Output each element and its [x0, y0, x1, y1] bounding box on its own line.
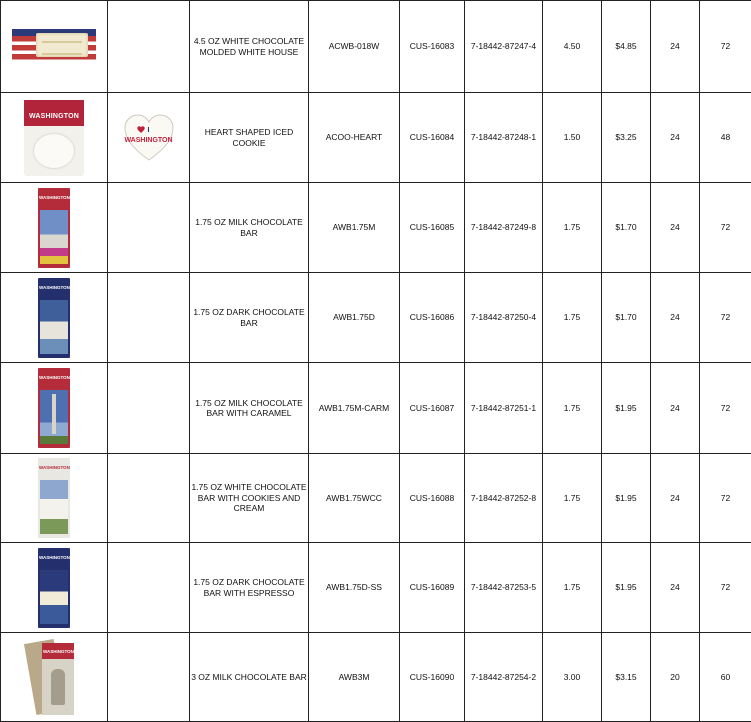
extra-image-cell	[108, 543, 190, 633]
cus-number-cell: CUS-16084	[400, 93, 465, 183]
table-row	[1, 363, 751, 454]
item-number-cell: AWB1.75D	[309, 273, 400, 363]
cus-number-cell: CUS-16088	[400, 454, 465, 543]
weight-cell: 1.50	[543, 93, 602, 183]
item-number-cell: AWB3M	[309, 633, 400, 722]
upc-cell: 7-18442-87248-1	[465, 93, 543, 183]
description-cell: 1.75 OZ WHITE CHOCOLATE BAR WITH COOKIES AND CREAM	[190, 454, 309, 543]
wrapper-label: WASHINGTON	[43, 649, 74, 654]
cookie-text-i: I	[147, 126, 150, 134]
product-image-cell	[1, 183, 108, 273]
pack-cell: 20	[651, 633, 700, 722]
cus-number-cell: CUS-16087	[400, 363, 465, 454]
pack-cell: 24	[651, 454, 700, 543]
case-qty-cell: 72	[700, 454, 751, 543]
description-cell: 1.75 OZ DARK CHOCOLATE BAR WITH ESPRESSO	[190, 543, 309, 633]
table-row	[1, 1, 751, 93]
item-number-cell: AWB1.75M	[309, 183, 400, 273]
caramel-chocolate-bar-monument-image	[38, 368, 70, 448]
weight-cell: 1.75	[543, 454, 602, 543]
case-qty-cell: 72	[700, 363, 751, 454]
table-row	[1, 454, 751, 543]
price-cell: $1.95	[602, 363, 651, 454]
description-cell: 1.75 OZ MILK CHOCOLATE BAR WITH CARAMEL	[190, 363, 309, 454]
price-cell: $3.15	[602, 633, 651, 722]
white-chocolate-white-house-image	[12, 29, 96, 65]
pack-cell: 24	[651, 93, 700, 183]
cus-number-cell: CUS-16089	[400, 543, 465, 633]
wrapper-label: WASHINGTON	[39, 465, 70, 470]
price-cell: $1.95	[602, 454, 651, 543]
item-number-cell: ACOO-HEART	[309, 93, 400, 183]
weight-cell: 3.00	[543, 633, 602, 722]
cus-number-cell: CUS-16085	[400, 183, 465, 273]
product-image-cell	[1, 93, 108, 183]
dark-chocolate-bar-jefferson-image	[38, 278, 70, 358]
extra-image-cell	[108, 273, 190, 363]
pack-cell: 24	[651, 363, 700, 454]
description-cell: HEART SHAPED ICED COOKIE	[190, 93, 309, 183]
extra-image-cell	[108, 454, 190, 543]
table-row	[1, 93, 751, 183]
weight-cell: 1.75	[543, 273, 602, 363]
milk-chocolate-bar-lincoln-image	[26, 637, 82, 717]
pack-cell: 24	[651, 543, 700, 633]
upc-cell: 7-18442-87251-1	[465, 363, 543, 454]
case-qty-cell: 48	[700, 93, 751, 183]
item-number-cell: AWB1.75D-SS	[309, 543, 400, 633]
product-image-cell	[1, 363, 108, 454]
description-cell: 1.75 OZ DARK CHOCOLATE BAR	[190, 273, 309, 363]
case-qty-cell: 60	[700, 633, 751, 722]
weight-cell: 1.75	[543, 543, 602, 633]
price-cell: $4.85	[602, 1, 651, 93]
upc-cell: 7-18442-87249-8	[465, 183, 543, 273]
pack-cell: 24	[651, 1, 700, 93]
price-cell: $3.25	[602, 93, 651, 183]
product-image-cell	[1, 543, 108, 633]
milk-chocolate-bar-capitol-image	[38, 188, 70, 268]
item-number-cell: AWB1.75M-CARM	[309, 363, 400, 454]
cus-number-cell: CUS-16090	[400, 633, 465, 722]
product-image-cell	[1, 633, 108, 722]
wrapper-label: WASHINGTON	[39, 194, 70, 200]
wrapper-label: WASHINGTON	[39, 284, 70, 290]
pack-cell: 24	[651, 273, 700, 363]
item-number-cell: ACWB-018W	[309, 1, 400, 93]
wrapper-label: WASHINGTON	[39, 554, 70, 560]
white-chocolate-bar-white-house-image	[38, 458, 70, 538]
price-cell: $1.95	[602, 543, 651, 633]
case-qty-cell: 72	[700, 1, 751, 93]
cus-number-cell: CUS-16083	[400, 1, 465, 93]
upc-cell: 7-18442-87252-8	[465, 454, 543, 543]
upc-cell: 7-18442-87247-4	[465, 1, 543, 93]
description-cell: 1.75 OZ MILK CHOCOLATE BAR	[190, 183, 309, 273]
upc-cell: 7-18442-87253-5	[465, 543, 543, 633]
cookie-text-city: WASHINGTON	[124, 137, 173, 144]
price-cell: $1.70	[602, 273, 651, 363]
case-qty-cell: 72	[700, 543, 751, 633]
table-row	[1, 273, 751, 363]
extra-image-cell	[108, 633, 190, 722]
description-cell: 3 OZ MILK CHOCOLATE BAR	[190, 633, 309, 722]
extra-image-cell	[108, 1, 190, 93]
upc-cell: 7-18442-87250-4	[465, 273, 543, 363]
product-image-cell	[1, 454, 108, 543]
table-row	[1, 543, 751, 633]
upc-cell: 7-18442-87254-2	[465, 633, 543, 722]
price-cell: $1.70	[602, 183, 651, 273]
weight-cell: 1.75	[543, 363, 602, 454]
table-row	[1, 183, 751, 273]
heart-cookie-image	[118, 110, 180, 166]
case-qty-cell: 72	[700, 183, 751, 273]
weight-cell: 4.50	[543, 1, 602, 93]
wrapper-label: WASHINGTON	[39, 375, 70, 380]
package-label: WASHINGTON	[28, 112, 80, 120]
extra-image-cell	[108, 93, 190, 183]
product-image-cell	[1, 1, 108, 93]
cus-number-cell: CUS-16086	[400, 273, 465, 363]
item-number-cell: AWB1.75WCC	[309, 454, 400, 543]
pack-cell: 24	[651, 183, 700, 273]
cookie-package-image	[24, 100, 84, 176]
espresso-chocolate-bar-capitol-image	[38, 548, 70, 628]
weight-cell: 1.75	[543, 183, 602, 273]
extra-image-cell	[108, 183, 190, 273]
product-image-cell	[1, 273, 108, 363]
extra-image-cell	[108, 363, 190, 454]
description-cell: 4.5 OZ WHITE CHOCOLATE MOLDED WHITE HOUSE	[190, 1, 309, 93]
case-qty-cell: 72	[700, 273, 751, 363]
table-row	[1, 633, 751, 722]
